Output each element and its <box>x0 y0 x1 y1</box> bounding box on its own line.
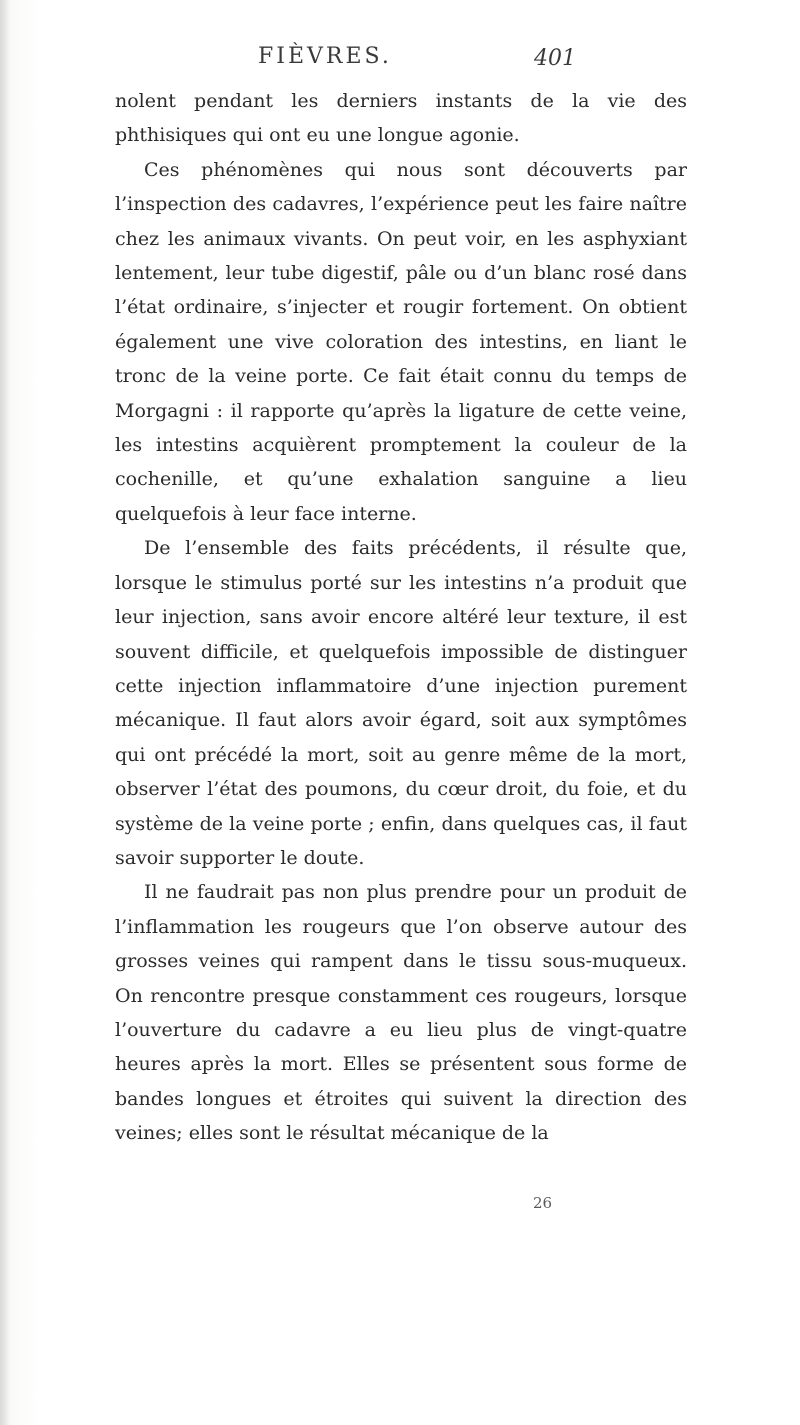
paragraph-4: Il ne faudrait pas non plus prendre pour un produit de l’inflammation les rougeurs que l’on observe autour des grosses veines qui rampent dans le tissu sous-muqueux. On rencontre presque constamment ces rougeurs, lorsque l’ouverture du cadavre a eu lieu plus de vingt-quatre heures après la mort. Elles se présentent sous forme de bandes longues et étroites qui suivent la direction des veines; elles sont le résultat mécanique de la <box>115 881 687 1145</box>
page-number: 401 <box>534 46 576 71</box>
page-header <box>0 44 800 74</box>
paragraph-3: De l’ensemble des faits précédents, il résulte que, lorsque le stimulus porté sur les intestins n’a produit que leur injection, sans avoir encore altéré leur texture, il est souvent difficile, et quelquefois impossible de distinguer cette injection inflammatoire d’une injection purement mécanique. Il faut alors avoir égard, soit aux symptômes qui ont précédé la mort, soit au genre même de la mort, observer l’état des poumons, du cœur droit, du foie, et du système de la veine porte ; enfin, dans quelques cas, il faut savoir supporter le doute. <box>115 537 687 869</box>
running-head: FIÈVRES. <box>258 44 392 69</box>
paragraph-2: Ces phénomènes qui nous sont découverts par l’inspection des cadavres, l’expérience peut les faire naître chez les animaux vivants. On peut voir, en les asphyxiant lentement, leur tube digestif, pâle ou d’un blanc rosé dans l’état ordinaire, s’injecter et rougir fortement. On obtient également une vive coloration des intestins, en liant le tronc de la veine porte. Ce fait était connu du temps de Morgagni : il rapporte qu’après la ligature de cette veine, les intestins acquièrent promptement la couleur de la cochenille, et qu’une exhalation sanguine a lieu quelquefois à leur face interne. <box>115 158 687 525</box>
paragraph-1: nolent pendant les derniers instants de la vie des phthisiques qui ont eu une longue agonie. <box>115 90 687 147</box>
body-text <box>115 84 687 1151</box>
spine-shadow <box>0 0 10 1425</box>
signature-mark: 26 <box>533 1194 553 1212</box>
